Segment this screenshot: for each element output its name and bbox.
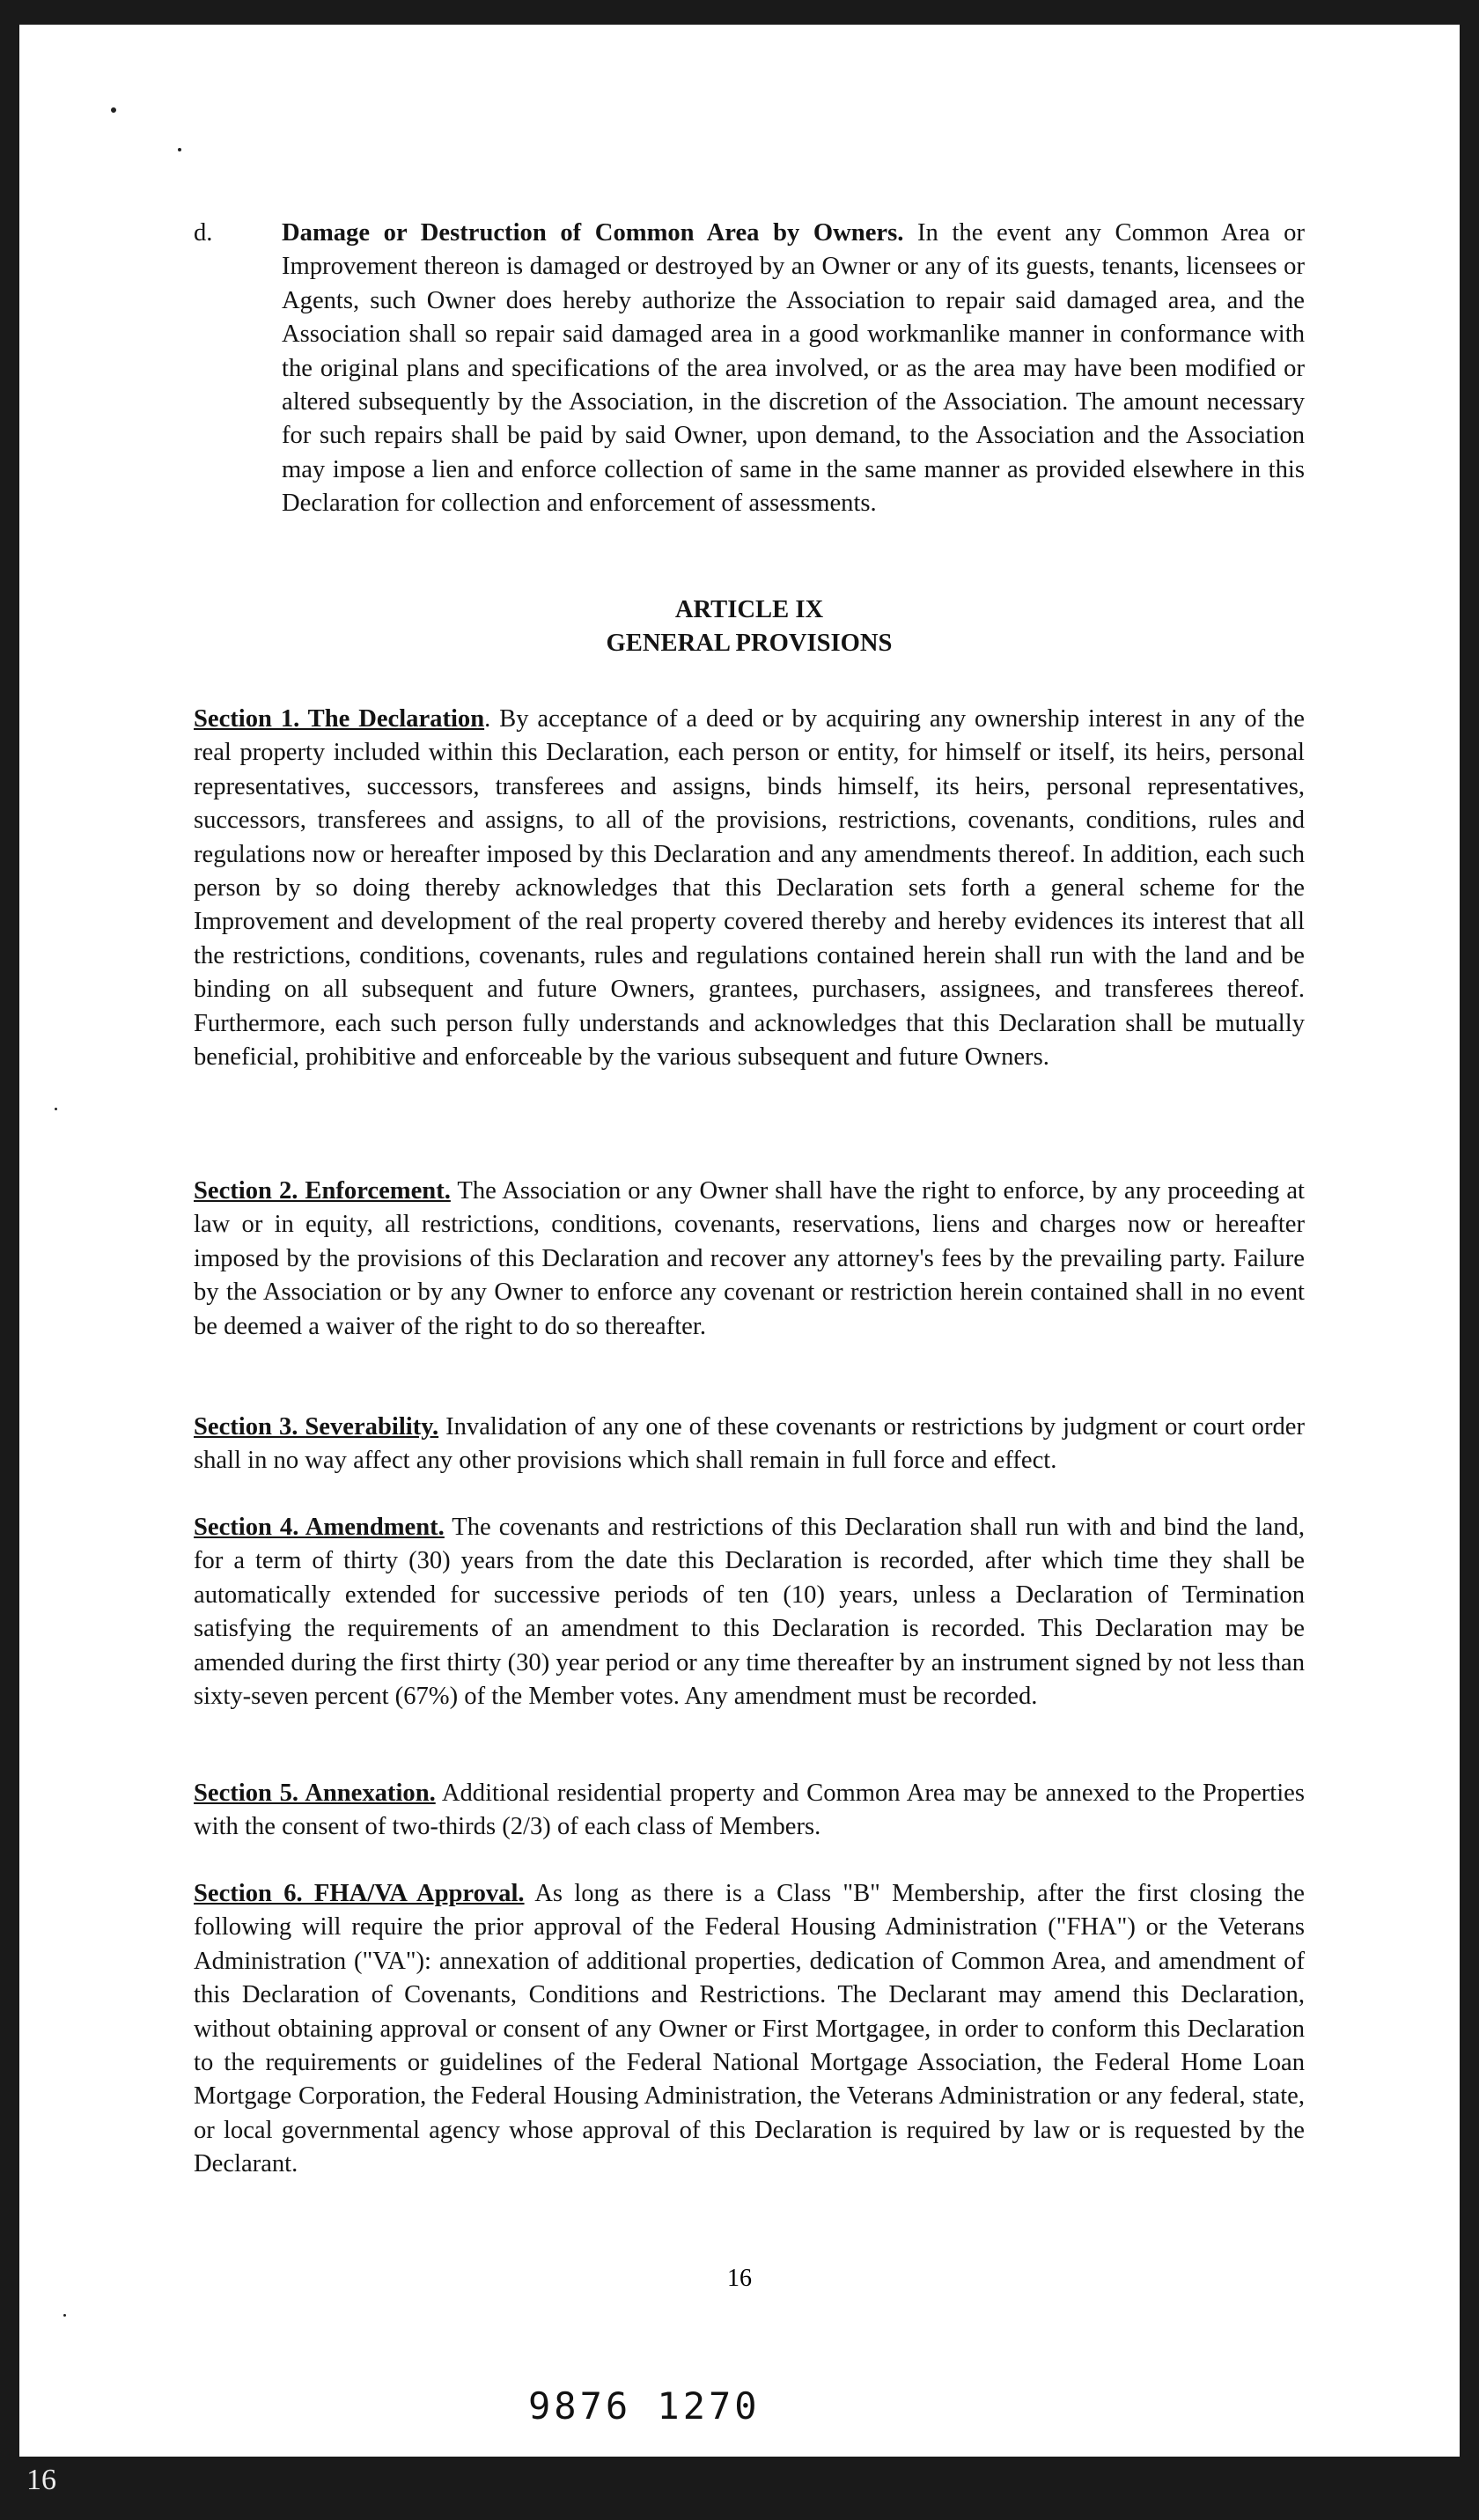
section-3-paragraph xyxy=(194,1411,1305,1478)
section-4-body: The covenants and restrictions of this Declaration shall run with and bind the land, for a term of thirty (30) years from the date this Declaration is recorded, after which time they shall be automatically extended for successive periods of ten (10) years, unless a Declaration of Termination satisfying the requirements of an amendment to this Declaration is recorded. This Declaration may be amended during the first thirty (30) year period or any time thereafter by an instrument signed by not less than sixty-seven percent (67%) of the Member votes. Any amendment must be recorded. xyxy=(194,1514,1305,1711)
section-1-heading: Section 1. The Declaration xyxy=(194,705,485,733)
item-d-body: In the event any Common Area or Improvement thereon is damaged or destroyed by an Owner or any of its guests, tenants, licensees or Agents, such Owner does hereby authorize the Association to repair said damaged area, and the Association shall so repair said damaged area in a good workmanlike manner in conformance with the original plans and specifications of the area involved, or as the area may have been modified or altered subsequently by the Association, in the discretion of the Association. The amount necessary for such repairs shall be paid by said Owner, upon demand, to the Association and the Association may impose a lien and enforce collection of same in the same manner as provided elsewhere in this Declaration for collection and enforcement of assessments. xyxy=(282,219,1305,518)
item-d-heading: Damage or Destruction of Common Area by Owners. xyxy=(282,219,904,247)
scan-speck xyxy=(111,107,116,113)
section-4-heading: Section 4. Amendment. xyxy=(194,1514,445,1541)
section-3-body: Invalidation of any one of these covenants or restrictions by judgment or court order shall in no way affect any other provisions which shall remain in full force and effect. xyxy=(194,1413,1305,1475)
section-3-heading: Section 3. Severability. xyxy=(194,1413,439,1441)
section-6-paragraph xyxy=(194,1877,1305,2182)
scan-speck xyxy=(63,2314,66,2317)
section-5-body: Additional residential property and Common Area may be annexed to the Properties with the consent of two-thirds (2/3) of each class of Members. xyxy=(194,1779,1305,1841)
section-5-paragraph xyxy=(194,1777,1305,1845)
scan-speck xyxy=(55,1108,57,1110)
document-stamp: 9876 1270 xyxy=(528,2384,761,2428)
section-2-body: The Association or any Owner shall have the right to enforce, by any proceeding at law or in equity, all restrictions, conditions, covenants, reservations, liens and charges now or hereafter imposed by the provisions of this Declaration and recover any attorney's fees by the prevailing party. Failure by the Association or by any Owner to enforce any covenant or restriction herein contained shall in no event be deemed a waiver of the right to do so thereafter. xyxy=(194,1177,1305,1340)
item-d-paragraph xyxy=(282,217,1305,521)
article-number: ARTICLE IX xyxy=(674,596,824,623)
section-2-paragraph xyxy=(194,1175,1305,1344)
margin-mark: 16 xyxy=(26,2464,56,2496)
section-6-body: As long as there is a Class "B" Membership, after the first closing the following will require the prior approval of the Federal Housing Administration ("FHA") or the Veterans Administration ("VA"): annexation of additional properties, dedication of Common Area, and amendment of this Declaration of Covenants, Conditions and Restrictions. The Declarant may amend this Declaration, without obtaining approval or consent of any Owner or First Mortgagee, in order to conform this Declaration to the requirements or guidelines of the Federal National Mortgage Association, the Federal Home Loan Mortgage Corporation, the Federal Housing Administration, the Veterans Administration or any federal, state, or local governmental agency whose approval of this Declaration is required by law or is requested by the Declarant. xyxy=(194,1880,1305,2178)
section-5-heading: Section 5. Annexation. xyxy=(194,1779,436,1807)
section-1-body: . By acceptance of a deed or by acquiring any ownership interest in any of the real property included within this Declaration, each person or entity, for himself or itself, its heirs, personal representatives, successors, transferees and assigns, binds himself, its heirs, personal representatives, successors, transferees and assigns, to all of the provisions, restrictions, covenants, conditions, rules and regulations now or hereafter imposed by this Declaration and any amendments thereof. In addition, each such person by so doing thereby acknowledges that this Declaration sets forth a general scheme for the Improvement and development of the real property covered thereby and hereby evidences its interest that all the restrictions, conditions, covenants, rules and regulations contained herein shall run with the land and be binding on all subsequent and future Owners, grantees, purchasers, assignees, and transferees thereof. Furthermore, each such person fully understands and acknowledges that this Declaration shall be mutually beneficial, prohibitive and enforceable by the various subsequent and future Owners. xyxy=(194,705,1305,1072)
page-number: 16 xyxy=(727,2265,752,2292)
document-page xyxy=(19,25,1460,2472)
section-4-paragraph xyxy=(194,1511,1305,1713)
item-letter: d. xyxy=(194,219,213,247)
article-title: GENERAL PROVISIONS xyxy=(606,630,893,657)
section-6-heading: Section 6. FHA/VA Approval. xyxy=(194,1880,525,1907)
scan-speck xyxy=(178,148,181,151)
section-2-heading: Section 2. Enforcement. xyxy=(194,1177,451,1205)
section-1-paragraph xyxy=(194,703,1305,1074)
scan-border-bottom xyxy=(0,2457,1479,2520)
